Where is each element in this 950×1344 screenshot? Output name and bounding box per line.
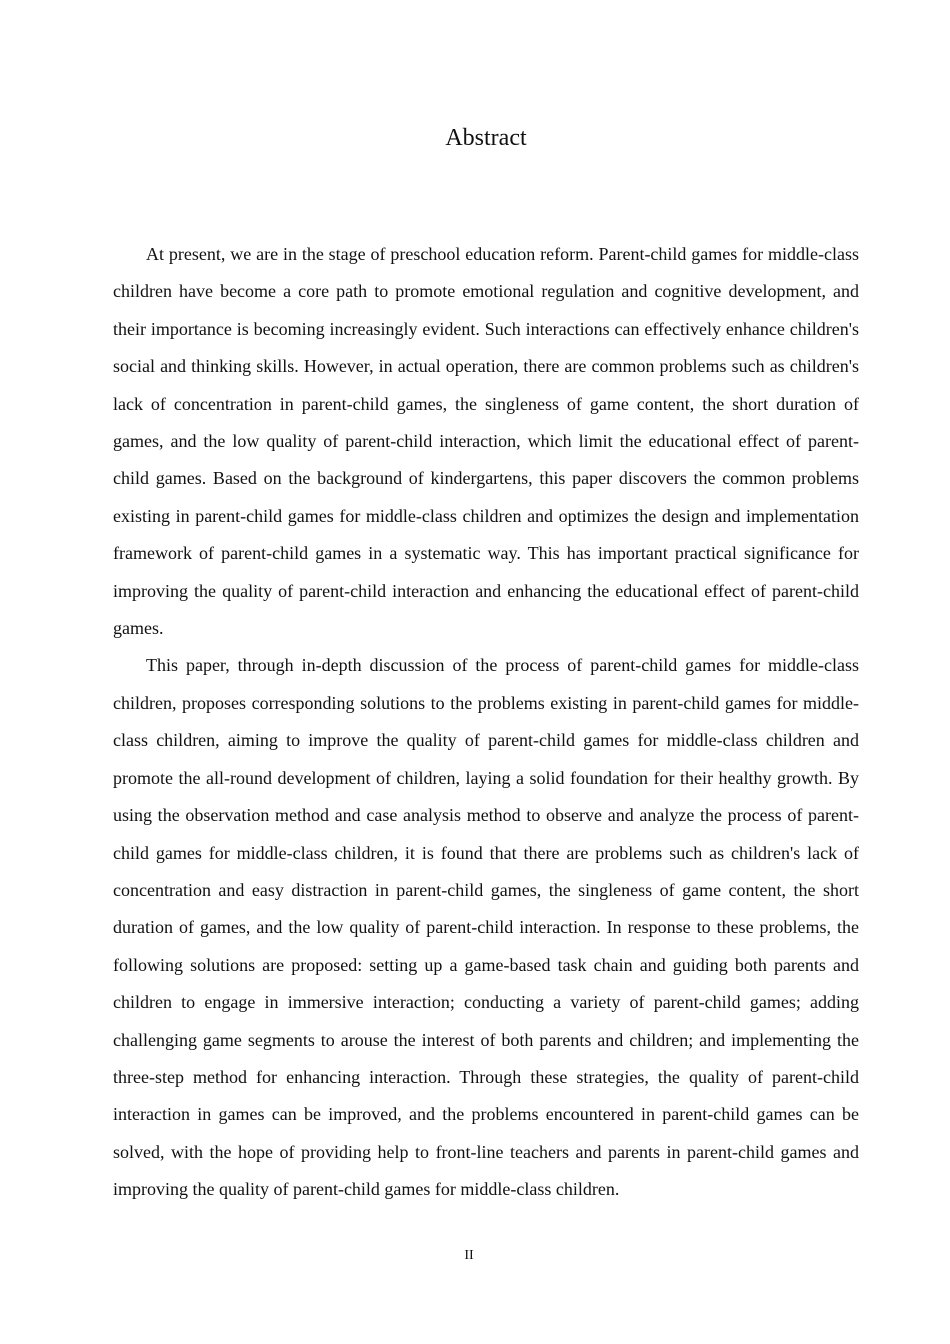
abstract-paragraph-1: At present, we are in the stage of preschool education reform. Parent-child games for middle-class children have become a core path to promote emotional regulation and cognitive development, and their importance is becoming increasingly evident. Such interactions can effectively enhance children's social and thinking skills. However, in actual operation, there are common problems such as children's lack of concentration in parent-child games, the singleness of game content, the short duration of games, and the low quality of parent-child interaction, which limit the educational effect of parent-child games. Based on the background of kindergartens, this paper discovers the common problems existing in parent-child games for middle-class children and optimizes the design and implementation framework of parent-child games in a systematic way. This has important practical significance for improving the quality of parent-child interaction and enhancing the educational effect of parent-child games. xyxy=(113,244,859,639)
page-number: II xyxy=(464,1248,474,1263)
abstract-body xyxy=(113,236,859,1209)
abstract-title: Abstract xyxy=(445,125,527,151)
abstract-paragraph-2: This paper, through in-depth discussion of the process of parent-child games for middle-class children, proposes corresponding solutions to the problems existing in parent-child games for middle-class children, aiming to improve the quality of parent-child games for middle-class children and promote the all-round development of children, laying a solid foundation for their healthy growth. By using the observation method and case analysis method to observe and analyze the process of parent-child games for middle-class children, it is found that there are problems such as children's lack of concentration and easy distraction in parent-child games, the singleness of game content, the short duration of games, and the low quality of parent-child interaction. In response to these problems, the following solutions are proposed: setting up a game-based task chain and guiding both parents and children to engage in immersive interaction; conducting a variety of parent-child games; adding challenging game segments to arouse the interest of both parents and children; and implementing the three-step method for enhancing interaction. Through these strategies, the quality of parent-child interaction in games can be improved, and the problems encountered in parent-child games can be solved, with the hope of providing help to front-line teachers and parents in parent-child games and improving the quality of parent-child games for middle-class children. xyxy=(113,655,859,1200)
